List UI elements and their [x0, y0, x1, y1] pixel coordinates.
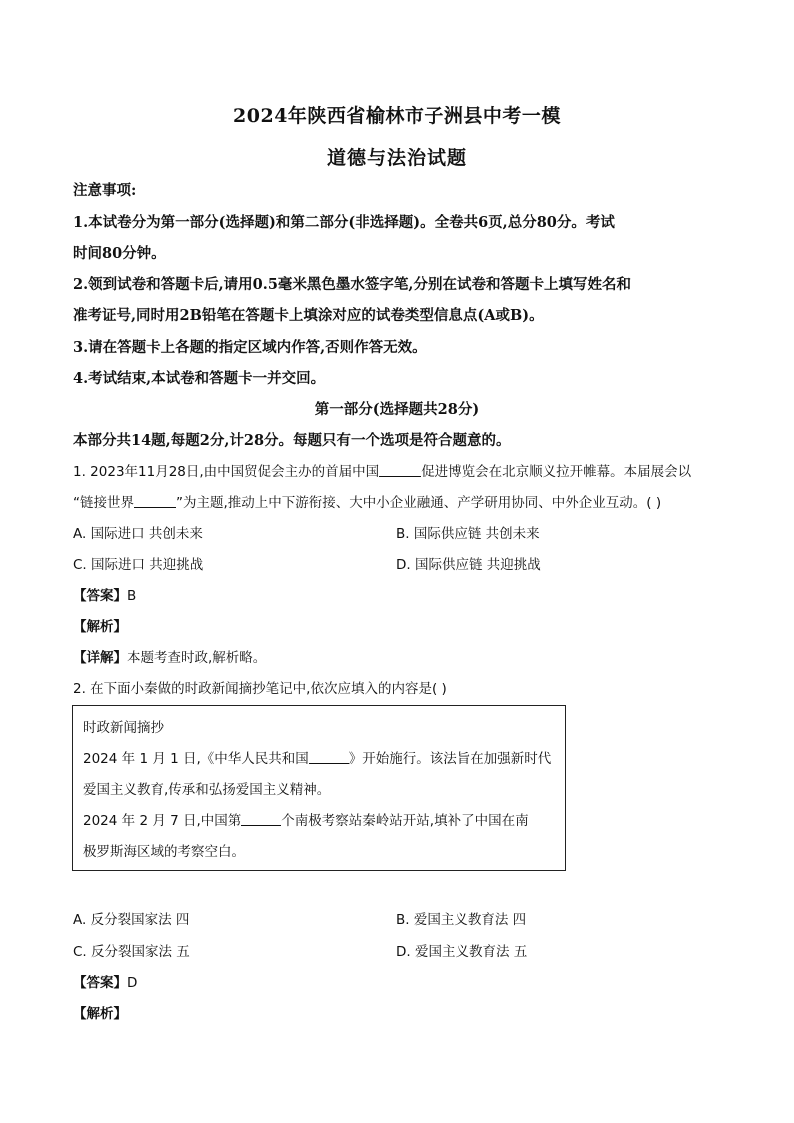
q2-option-c: C. 反分裂国家法 五: [73, 944, 190, 960]
q2-blank-2: [241, 811, 281, 826]
q1-stem-text: “链接世界: [73, 495, 134, 511]
q2-stem: 2. 在下面小秦做的时政新闻摘抄笔记中,依次应填入的内容是( ): [73, 681, 447, 697]
answer-label: 【答案】: [73, 975, 127, 991]
news-box-line1: [83, 749, 551, 769]
q1-stem-text: 1. 2023年11月28日,由中国贸促会主办的首届中国: [73, 464, 380, 480]
news-box-line4: 极罗斯海区域的考察空白。: [83, 844, 245, 860]
q1-detail: [73, 648, 266, 668]
news-text: 2024 年 1 月 1 日,《中华人民共和国: [83, 751, 309, 767]
q1-stem-text: 促进博览会在北京顺义拉开帷幕。本届展会以: [421, 464, 692, 480]
news-excerpt-box: [72, 705, 566, 871]
q1-blank-1: [379, 462, 421, 477]
notice-item-4: 4.考试结束,本试卷和答题卡一并交回。: [73, 370, 326, 387]
q2-option-b: B. 爱国主义教育法 四: [396, 912, 527, 928]
q1-option-d: D. 国际供应链 共迎挑战: [396, 557, 541, 573]
exam-title: 2024年陕西省榆林市子洲县中考一模: [233, 105, 561, 127]
part1-title: 第一部分(选择题共28分): [314, 401, 480, 418]
notice-item-3: 3.请在答题卡上各题的指定区域内作答,否则作答无效。: [73, 339, 427, 356]
detail-text: 本题考查时政,解析略。: [127, 650, 267, 666]
q1-analysis-label: 【解析】: [73, 619, 127, 635]
notice-item-1b: 时间80分钟。: [73, 245, 166, 262]
news-text: 2024 年 2 月 7 日,中国第: [83, 813, 242, 829]
notice-item-2a: 2.领到试卷和答题卡后,请用0.5毫米黑色墨水签字笔,分别在试卷和答题卡上填写姓名和: [73, 276, 631, 293]
q2-option-d: D. 爱国主义教育法 五: [396, 944, 528, 960]
news-text: 个南极考察站秦岭站开站,填补了中国在南: [281, 813, 529, 829]
news-box-line2: 爱国主义教育,传承和弘扬爱国主义精神。: [83, 782, 331, 798]
q2-option-a: A. 反分裂国家法 四: [73, 912, 190, 928]
news-box-line3: [83, 811, 529, 831]
detail-label: 【详解】: [73, 650, 127, 666]
q1-option-b: B. 国际供应链 共创未来: [396, 526, 540, 542]
q1-stem-text: ”为主题,推动上中下游衔接、大中小企业融通、产学研用协同、中外企业互动。( ): [176, 495, 662, 511]
news-text: 》开始施行。该法旨在加强新时代: [348, 751, 552, 767]
q1-option-a: A. 国际进口 共创未来: [73, 526, 203, 542]
q2-blank-1: [309, 749, 349, 764]
q2-analysis-label: 【解析】: [73, 1006, 127, 1022]
answer-value: D: [127, 975, 138, 991]
q2-answer: [73, 973, 137, 993]
answer-label: 【答案】: [73, 588, 127, 604]
q1-options-row1: [73, 524, 203, 544]
q1-answer: [73, 586, 136, 606]
exam-subtitle: 道德与法治试题: [326, 147, 467, 169]
q1-stem-line2: [73, 493, 661, 513]
notice-heading: 注意事项:: [73, 182, 137, 199]
notice-item-2b: 准考证号,同时用2B铅笔在答题卡上填涂对应的试卷类型信息点(A或B)。: [73, 307, 544, 324]
news-box-title: 时政新闻摘抄: [83, 720, 164, 736]
answer-value: B: [127, 588, 137, 604]
notice-item-1a: 1.本试卷分为第一部分(选择题)和第二部分(非选择题)。全卷共6页,总分80分。考试: [73, 214, 615, 231]
part1-intro: 本部分共14题,每题2分,计28分。每题只有一个选项是符合题意的。: [73, 432, 511, 449]
q1-stem-line1: [73, 462, 691, 482]
q1-blank-2: [134, 493, 176, 508]
q1-option-c: C. 国际进口 共迎挑战: [73, 557, 204, 573]
